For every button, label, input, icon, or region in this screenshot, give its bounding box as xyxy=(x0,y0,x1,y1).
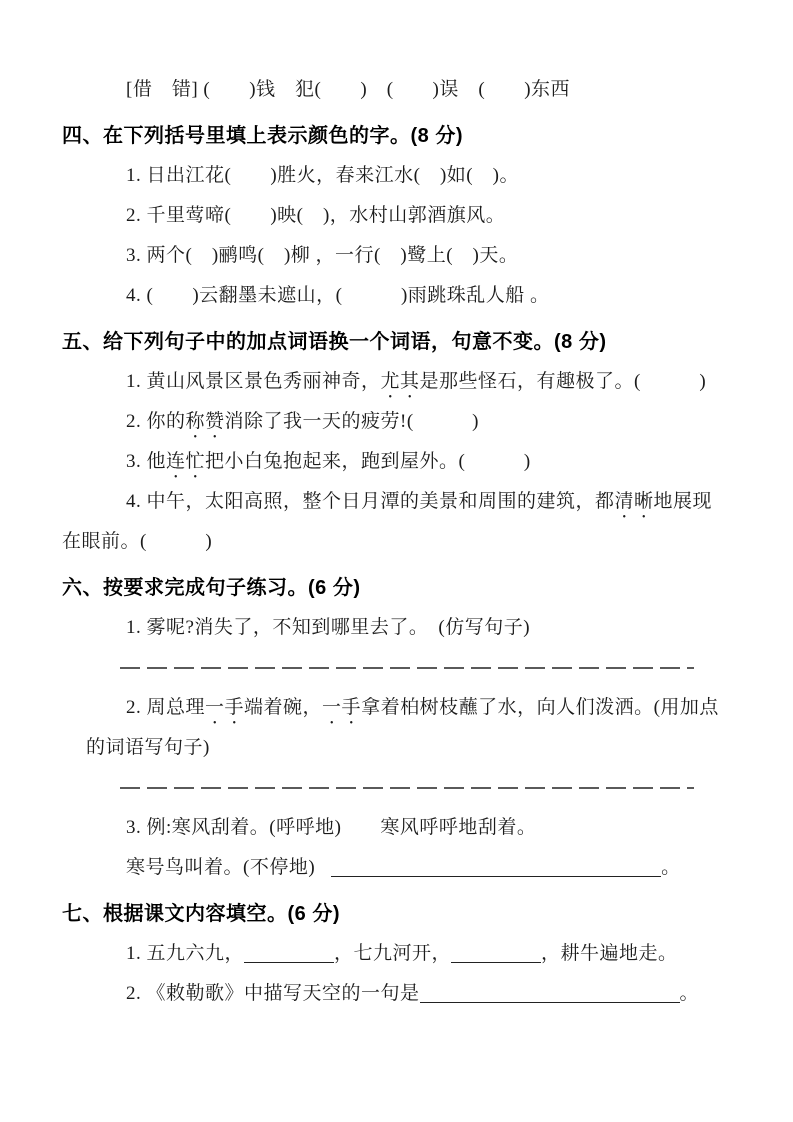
question-4-3-text: 3. 两个( )鹂鸣( )柳 ，一行( )鹭上( )天。 xyxy=(126,245,519,266)
section-5-heading: 五、给下列句子中的加点词语换一个词语，句意不变。(8 分) xyxy=(62,331,607,353)
question-6-2-continuation xyxy=(62,728,765,768)
dotted-word: 称赞 xyxy=(185,411,225,432)
question-6-2-text: 端着碗， xyxy=(244,697,323,718)
question-4-2-text: 2. 千里莺啼( )映( )，水村山郭酒旗风。 xyxy=(126,205,506,226)
question-5-4-text: 地展现 xyxy=(653,491,713,512)
question-4-2 xyxy=(62,196,765,236)
period-text: 。 xyxy=(679,983,700,1004)
question-5-3 xyxy=(62,442,765,482)
section-6-heading: 六、按要求完成句子练习。(6 分) xyxy=(62,577,361,599)
dotted-word: 连忙 xyxy=(166,451,206,472)
dotted-word: 清晰 xyxy=(614,491,654,512)
answer-line-dashed-2[interactable] xyxy=(120,768,694,808)
question-5-1-text: 是那些怪石，有趣极了。( ) xyxy=(419,371,707,392)
question-4-1 xyxy=(62,156,765,196)
question-4-1-text: 1. 日出江花( )胜火，春来江水( )如( )。 xyxy=(126,165,519,186)
question-6-1-text: 1. 雾呢?消失了，不知到哪里去了。 (仿写句子) xyxy=(126,617,531,638)
answer-line-dashed-1[interactable] xyxy=(120,648,694,688)
dotted-word: 一手 xyxy=(205,697,245,718)
question-4-4 xyxy=(62,276,765,316)
question-5-4-cont-text: 在眼前。( ) xyxy=(62,531,213,552)
question-7-1-text: 1. 五九六九， xyxy=(126,943,245,964)
question-5-3-text: 把小白兔抱起来，跑到屋外。( ) xyxy=(205,451,531,472)
question-5-4-text: 4. 中午，太阳高照，整个日月潭的美景和周围的建筑，都 xyxy=(126,491,615,512)
question-5-2 xyxy=(62,402,765,442)
question-6-3-text: 寒号鸟叫着。(不停地) xyxy=(126,857,316,878)
fill-blank-text: [借 错] ( )钱 犯( ) ( )误 ( )东西 xyxy=(126,79,571,100)
question-6-2 xyxy=(62,688,765,728)
question-6-1 xyxy=(62,608,765,648)
question-6-3 xyxy=(62,848,765,888)
question-7-1-text: ，七九河开， xyxy=(334,943,452,964)
answer-blank[interactable] xyxy=(331,850,661,877)
dotted-word: 一手 xyxy=(322,697,362,718)
question-7-1-text: ，耕牛遍地走。 xyxy=(541,943,678,964)
question-7-2 xyxy=(62,974,765,1014)
question-5-4 xyxy=(62,482,765,522)
question-4-4-text: 4. ( )云翻墨未遮山，( )雨跳珠乱人船 。 xyxy=(126,285,550,306)
section-4-heading: 四、在下列括号里填上表示颜色的字。(8 分) xyxy=(62,125,463,147)
question-5-1 xyxy=(62,362,765,402)
question-6-3-example-text: 3. 例:寒风刮着。(呼呼地) 寒风呼呼地刮着。 xyxy=(126,817,537,838)
answer-blank[interactable] xyxy=(244,936,334,963)
fill-blank-line xyxy=(62,70,765,110)
question-6-2-cont-text: 的词语写句子) xyxy=(86,737,210,758)
dotted-word: 尤其 xyxy=(380,371,420,392)
question-6-2-text: 2. 周总理 xyxy=(126,697,206,718)
question-7-1 xyxy=(62,934,765,974)
question-5-1-text: 1. 黄山风景区景色秀丽神奇， xyxy=(126,371,381,392)
question-5-4-continuation xyxy=(62,522,765,562)
question-6-2-text: 拿着柏树枝蘸了水，向人们泼洒。(用加点 xyxy=(361,697,719,718)
section-7-heading: 七、根据课文内容填空。(6 分) xyxy=(62,903,340,925)
question-4-3 xyxy=(62,236,765,276)
question-5-2-text: 2. 你的 xyxy=(126,411,186,432)
period-text: 。 xyxy=(661,857,681,878)
question-5-3-text: 3. 他 xyxy=(126,451,167,472)
question-6-3-example xyxy=(62,808,765,848)
answer-blank[interactable] xyxy=(420,976,680,1003)
answer-blank[interactable] xyxy=(451,936,541,963)
question-7-2-text: 2. 《敕勒歌》中描写天空的一句是 xyxy=(126,983,420,1004)
question-5-2-text: 消除了我一天的疲劳!( ) xyxy=(224,411,480,432)
